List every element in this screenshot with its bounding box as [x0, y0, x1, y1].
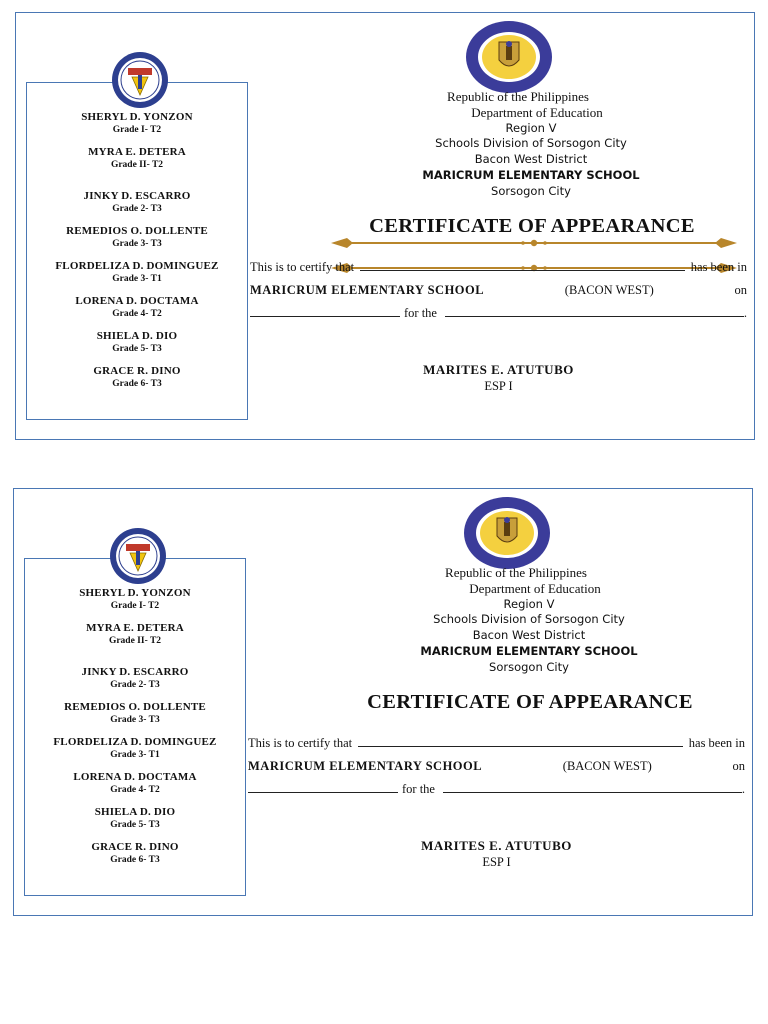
staff-grade: Grade II- T2	[108, 636, 162, 646]
school-seal-icon	[109, 527, 167, 585]
staff-entry	[25, 622, 245, 647]
signatory-name: MARITES E. ATUTUBO	[421, 838, 572, 853]
signatory-position: ESP I	[484, 379, 513, 393]
purpose-blank-line	[443, 780, 742, 793]
staff-name: GRACE R. DINO	[93, 365, 181, 377]
school-name: MARICRUM ELEMENTARY SCHOOL	[248, 759, 483, 773]
on-text: on	[732, 759, 745, 773]
staff-name: SHIELA D. DIO	[94, 806, 176, 818]
deped-seal-icon	[465, 20, 553, 94]
staff-list	[26, 82, 248, 420]
date-blank-line	[250, 304, 400, 317]
staff-entry	[27, 225, 247, 250]
staff-entry	[27, 190, 247, 215]
certificate-1	[15, 12, 755, 440]
staff-grade: Grade 6- T3	[112, 379, 162, 389]
staff-name: JINKY D. ESCARRO	[81, 666, 189, 678]
certificate-title: CERTIFICATE OF APPEARANCE	[367, 691, 693, 713]
date-blank-line	[248, 780, 398, 793]
signatory-position: ESP I	[482, 855, 511, 869]
certificate-body	[248, 732, 745, 801]
staff-grade: Grade I- T2	[112, 125, 162, 135]
header-republic: Republic of the Philippines	[447, 89, 589, 104]
staff-grade: Grade 2- T3	[110, 680, 160, 690]
certificate-body	[250, 256, 747, 325]
purpose-blank-line	[445, 304, 744, 317]
header-region: Region V	[503, 596, 555, 611]
end-period: .	[743, 306, 747, 320]
bacon-west-text: (BACON WEST)	[564, 283, 654, 297]
has-been-text: has been in	[690, 260, 747, 274]
header-department: Department of Education	[469, 580, 601, 596]
has-been-text: has been in	[688, 736, 745, 750]
certify-text: This is to certify that	[248, 736, 353, 750]
staff-entry	[27, 330, 247, 355]
staff-name: FLORDELIZA D. DOMINGUEZ	[55, 260, 219, 272]
staff-entry	[25, 701, 245, 726]
header-republic: Republic of the Philippines	[445, 565, 587, 580]
header-city: Sorsogon City	[491, 183, 571, 198]
signatory-name: MARITES E. ATUTUBO	[423, 362, 574, 377]
staff-entry	[27, 146, 247, 171]
staff-grade: Grade 5- T3	[110, 820, 160, 830]
staff-grade: Grade 4- T2	[110, 785, 160, 795]
header-district: Bacon West District	[472, 628, 586, 643]
staff-grade: Grade 3- T3	[112, 239, 162, 249]
staff-grade: Grade 2- T3	[112, 204, 162, 214]
staff-name: SHERYL D. YONZON	[79, 587, 191, 599]
staff-entry	[25, 771, 245, 796]
staff-name: MYRA E. DETERA	[86, 622, 184, 634]
header-region: Region V	[505, 120, 557, 135]
staff-grade: Grade II- T2	[110, 160, 164, 170]
header-department: Department of Education	[471, 104, 603, 120]
staff-grade: Grade 6- T3	[110, 855, 160, 865]
bacon-west-text: (BACON WEST)	[562, 759, 652, 773]
staff-entry	[27, 111, 247, 136]
staff-name: REMEDIOS O. DOLLENTE	[64, 701, 206, 713]
header-school: MARICRUM ELEMENTARY SCHOOL	[422, 167, 640, 182]
header-division: Schools Division of Sorsogon City	[433, 612, 625, 627]
staff-grade: Grade 3- T1	[112, 274, 162, 284]
staff-grade: Grade 4- T2	[112, 309, 162, 319]
staff-entry	[25, 841, 245, 866]
signatory	[386, 362, 611, 394]
staff-name: GRACE R. DINO	[91, 841, 179, 853]
staff-entry	[25, 806, 245, 831]
signatory	[384, 838, 609, 870]
header-city: Sorsogon City	[489, 659, 569, 674]
end-period: .	[741, 782, 745, 796]
school-seal-icon	[111, 51, 169, 109]
letterhead	[346, 89, 716, 200]
name-blank-line	[360, 258, 685, 271]
staff-name: FLORDELIZA D. DOMINGUEZ	[53, 736, 217, 748]
ornament-divider-icon	[331, 236, 737, 250]
staff-entry	[27, 295, 247, 320]
staff-entry	[25, 736, 245, 761]
for-the-text: for the	[404, 306, 437, 320]
header-school: MARICRUM ELEMENTARY SCHOOL	[420, 643, 638, 658]
staff-name: MYRA E. DETERA	[88, 146, 186, 158]
header-division: Schools Division of Sorsogon City	[435, 136, 627, 151]
staff-name: JINKY D. ESCARRO	[83, 190, 191, 202]
staff-name: LORENA D. DOCTAMA	[75, 295, 199, 307]
header-district: Bacon West District	[474, 152, 588, 167]
staff-name: REMEDIOS O. DOLLENTE	[66, 225, 208, 237]
staff-name: LORENA D. DOCTAMA	[73, 771, 197, 783]
deped-seal-icon	[463, 496, 551, 570]
for-the-text: for the	[402, 782, 435, 796]
staff-grade: Grade 3- T1	[110, 750, 160, 760]
staff-entry	[27, 365, 247, 390]
letterhead	[344, 565, 714, 676]
certify-text: This is to certify that	[250, 260, 355, 274]
certificate-title: CERTIFICATE OF APPEARANCE	[369, 215, 695, 237]
staff-name: SHERYL D. YONZON	[81, 111, 193, 123]
staff-entry	[25, 666, 245, 691]
staff-list	[24, 558, 246, 896]
staff-grade: Grade 3- T3	[110, 715, 160, 725]
school-name: MARICRUM ELEMENTARY SCHOOL	[250, 283, 485, 297]
certificate-2	[13, 488, 753, 916]
staff-grade: Grade 5- T3	[112, 344, 162, 354]
name-blank-line	[358, 734, 683, 747]
on-text: on	[734, 283, 747, 297]
staff-entry	[25, 587, 245, 612]
staff-grade: Grade I- T2	[110, 601, 160, 611]
staff-name: SHIELA D. DIO	[96, 330, 178, 342]
staff-entry	[27, 260, 247, 285]
